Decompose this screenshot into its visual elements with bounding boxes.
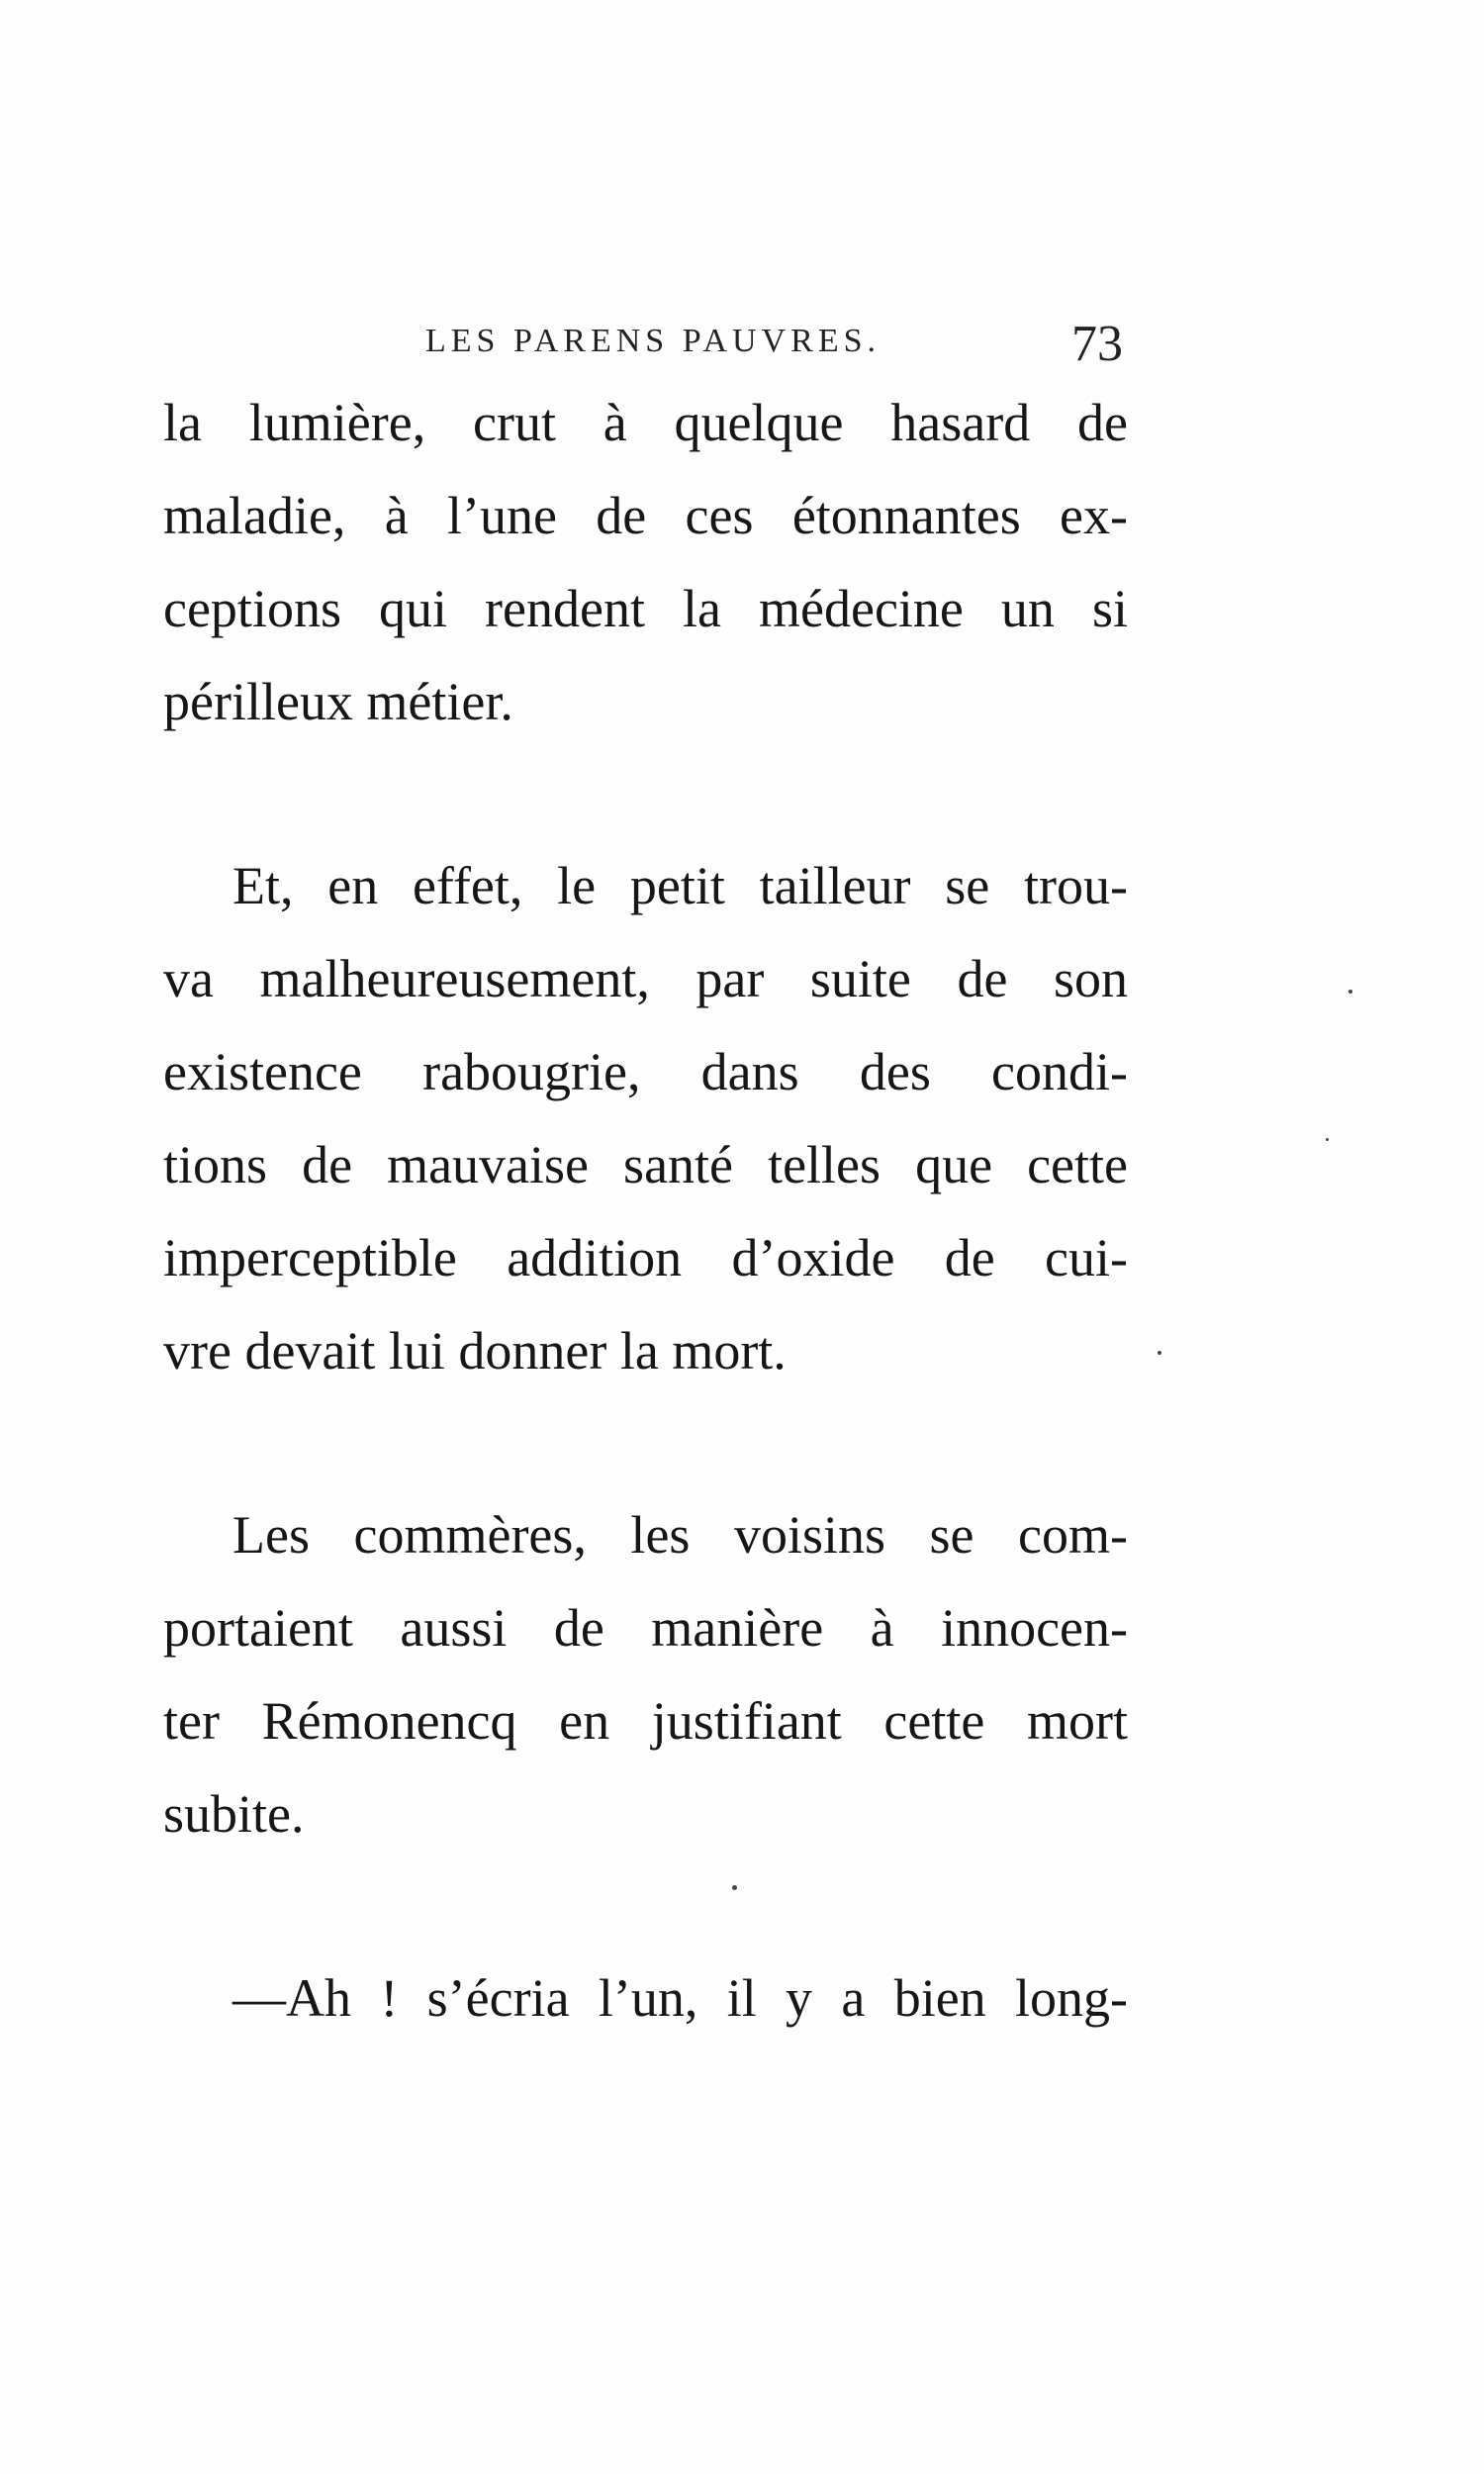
text-line: subite. bbox=[163, 1784, 305, 1844]
text-line: maladie, à l’une de ces étonnantes ex- bbox=[163, 486, 1128, 545]
text-line: tions de mauvaise santé telles que cette bbox=[163, 1135, 1128, 1194]
text-line: portaient aussi de manière à innocen- bbox=[163, 1598, 1128, 1658]
text-line: ter Rémonencq en justifiant cette mort bbox=[163, 1691, 1128, 1751]
text-line: existence rabougrie, dans des condi- bbox=[163, 1042, 1128, 1101]
paragraph-gap bbox=[163, 748, 1128, 839]
ink-speck bbox=[1348, 990, 1352, 994]
text-line: périlleux métier. bbox=[163, 672, 513, 731]
text-line: Et, en effet, le petit tailleur se trou- bbox=[232, 856, 1128, 915]
text-line: vre devait lui donner la mort. bbox=[163, 1321, 787, 1380]
text-line: ceptions qui rendent la médecine un si bbox=[163, 579, 1128, 638]
paragraph-gap bbox=[163, 1397, 1128, 1488]
page-number: 73 bbox=[1071, 316, 1123, 372]
paragraph-gap bbox=[163, 1860, 1128, 1951]
text-line: —Ah ! s’écria l’un, il y a bien long- bbox=[232, 1968, 1128, 2028]
body-text bbox=[163, 376, 1128, 2045]
text-line: va malheureusement, par suite de son bbox=[163, 949, 1128, 1008]
text-line: imperceptible addition d’oxide de cui- bbox=[163, 1228, 1128, 1287]
running-head bbox=[168, 315, 1123, 374]
ink-speck bbox=[1158, 1351, 1161, 1355]
text-line: Les commères, les voisins se com- bbox=[232, 1505, 1128, 1565]
ink-speck bbox=[1326, 1138, 1329, 1141]
text-line: la lumière, crut à quelque hasard de bbox=[163, 393, 1128, 452]
running-title: LES PARENS PAUVRES. bbox=[425, 323, 881, 359]
